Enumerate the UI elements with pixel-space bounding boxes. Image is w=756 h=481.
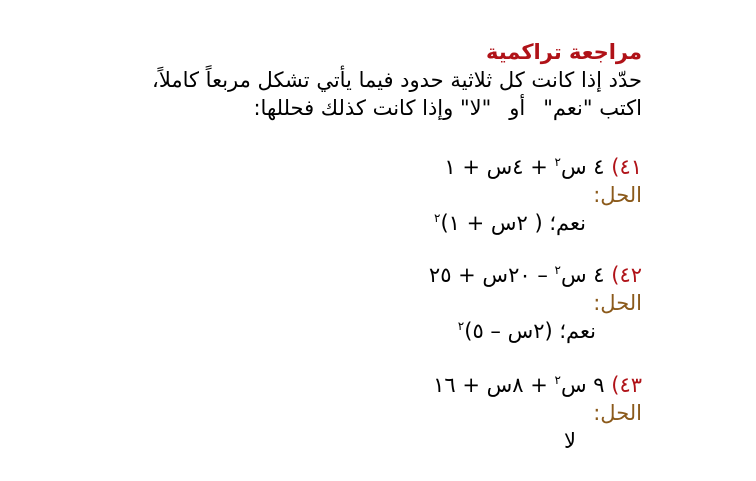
problem-42-expression xyxy=(429,262,642,288)
problem-42-solution-label: الحل: xyxy=(593,291,642,315)
problem-43-expression xyxy=(433,372,642,398)
problem-41-expression xyxy=(444,154,642,180)
instruction-line-1: حدّد إذا كانت كل ثلاثية حدود فيما يأتي تشكل مربعاً كاملاً، xyxy=(152,68,642,92)
problem-number: ٤٢) xyxy=(611,263,642,287)
expression-term: ٤ س xyxy=(560,155,605,179)
expression-term: ٩ س xyxy=(560,373,605,397)
problem-42-answer xyxy=(458,318,596,344)
problem-43-answer: لا xyxy=(564,429,576,453)
answer-text: نعم؛ (٢س – ٥) xyxy=(464,319,596,343)
expression-rest: + ٨س + ١٦ xyxy=(433,373,555,397)
answer-exponent: ٢ xyxy=(457,319,465,333)
exponent: ٢ xyxy=(554,373,561,387)
problem-41-answer xyxy=(434,210,586,236)
exponent: ٢ xyxy=(554,263,561,277)
instruction-line-2 xyxy=(253,95,642,121)
problem-number: ٤٣) xyxy=(611,373,642,397)
instruction-or: أو xyxy=(509,96,526,120)
answer-exponent: ٢ xyxy=(434,211,441,225)
instruction-no: "لا" وإذا كانت كذلك فحللها: xyxy=(253,96,492,120)
page-title: مراجعة تراكمية xyxy=(485,40,642,64)
problem-43-solution-label: الحل: xyxy=(593,401,642,425)
problem-number: ٤١) xyxy=(611,155,642,179)
answer-text: نعم؛ ( ٢س + ١) xyxy=(440,211,586,235)
exponent: ٢ xyxy=(554,155,561,169)
expression-rest: + ٤س + ١ xyxy=(444,155,555,179)
problem-41-solution-label: الحل: xyxy=(593,183,642,207)
instruction-yes: اكتب "نعم" xyxy=(543,96,642,120)
expression-term: ٤ س xyxy=(560,263,605,287)
expression-rest: – ٢٠س + ٢٥ xyxy=(428,263,555,287)
